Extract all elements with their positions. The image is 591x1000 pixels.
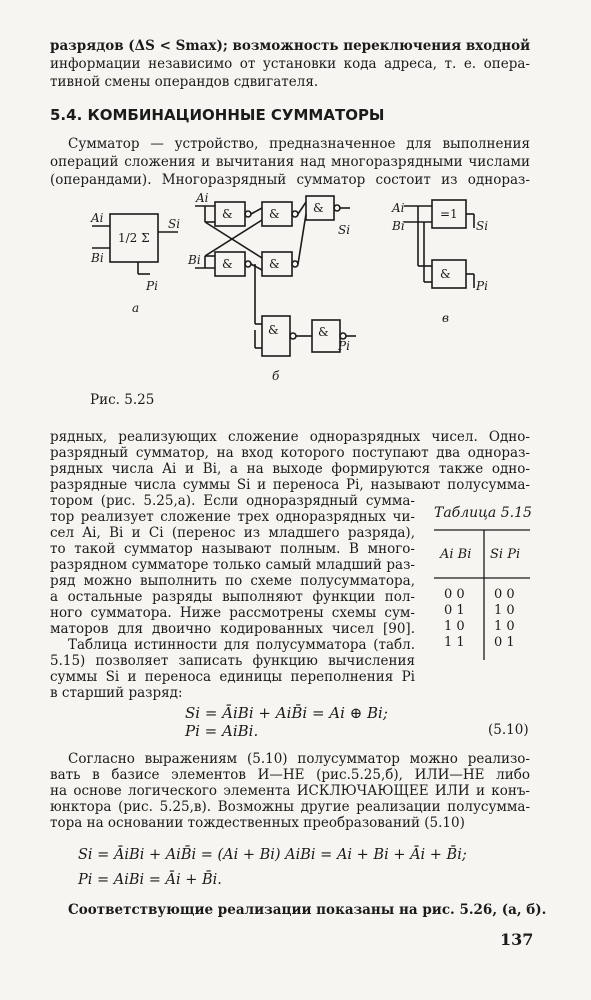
svg-text:Ai: Ai bbox=[392, 201, 405, 215]
text-line: Сумматор — устройство, предназначенное для выполнения bbox=[68, 136, 530, 152]
svg-text:Si: Si bbox=[168, 217, 181, 231]
text-line: то такой сумматор называют полным. В много- bbox=[50, 541, 415, 557]
text-line: маторов для двоично кодированных чисел [90]. bbox=[50, 621, 415, 637]
text-line: тора на основании тождественных преобразований (5.10) bbox=[50, 815, 465, 831]
svg-text:&: & bbox=[222, 257, 233, 271]
table-title: Таблица 5.15 bbox=[434, 505, 532, 521]
text-line: информации независимо от установки кода адреса, т. е. опера- bbox=[50, 56, 530, 72]
svg-text:&: & bbox=[440, 267, 451, 281]
svg-text:Bi: Bi bbox=[91, 251, 104, 265]
figure-5-25 bbox=[0, 190, 591, 390]
figure-caption: Рис. 5.25 bbox=[90, 392, 155, 408]
svg-text:0 1: 0 1 bbox=[494, 635, 515, 650]
svg-text:Ai Bi: Ai Bi bbox=[440, 547, 472, 562]
svg-text:1 0: 1 0 bbox=[494, 619, 515, 634]
truth-table bbox=[432, 528, 532, 668]
text-line: операций сложения и вычитания над многоразрядными числами bbox=[50, 154, 530, 170]
text-line: Согласно выражениям (5.10) полусумматор можно реализо- bbox=[68, 751, 530, 767]
text-line: разрядные числа суммы Si и переноса Pi, называют полусумма- bbox=[50, 477, 530, 493]
text-line: 5.15) позволяет записать функцию вычисления bbox=[50, 653, 415, 669]
svg-text:&: & bbox=[269, 207, 280, 221]
svg-text:Bi: Bi bbox=[392, 219, 405, 233]
equation-carry-transformed: Pi = AiBi = Āi + B̄i. bbox=[78, 872, 222, 888]
svg-text:&: & bbox=[318, 325, 329, 339]
svg-text:Pi: Pi bbox=[338, 339, 350, 353]
svg-text:Ai: Ai bbox=[91, 211, 104, 225]
text-line: в старший разряд: bbox=[50, 685, 183, 701]
svg-text:Pi: Pi bbox=[146, 279, 158, 293]
svg-text:1/2 Σ: 1/2 Σ bbox=[118, 231, 150, 245]
equation-sum: Si = ĀiBi + AiB̄i = Ai ⊕ Bi; bbox=[185, 704, 388, 722]
text-line: тивной смены операндов сдвигателя. bbox=[50, 74, 319, 90]
svg-text:Bi: Bi bbox=[188, 253, 201, 267]
svg-text:Si Pi: Si Pi bbox=[490, 547, 521, 562]
equation-sum-transformed: Si = ĀiBi + AiB̄i = (Ai + Bi) AiBi = Ai + Bi + Āi + B̄i; bbox=[78, 847, 467, 863]
svg-text:&: & bbox=[222, 207, 233, 221]
svg-text:Si: Si bbox=[338, 223, 351, 237]
svg-text:=1: =1 bbox=[440, 207, 458, 221]
text-line: суммы Si и переноса единицы переполнения Pi bbox=[50, 669, 415, 685]
text-line: вать в базисе элементов И—НЕ (рис.5.25,б), ИЛИ—НЕ либо bbox=[50, 767, 530, 783]
text-line: тором (рис. 5.25,а). Если одноразрядный сумма- bbox=[50, 493, 415, 509]
text-line: юнктора (рис. 5.25,в). Возможны другие реализации полусумма- bbox=[50, 799, 530, 815]
text-line: сел Ai, Bi и Ci (перенос из младшего разряда), bbox=[50, 525, 415, 541]
svg-text:0 1: 0 1 bbox=[444, 603, 465, 618]
svg-text:0 0: 0 0 bbox=[494, 587, 515, 602]
text-line: рядных, реализующих сложение одноразрядных чисел. Одно- bbox=[50, 429, 530, 445]
equation-number: (5.10) bbox=[488, 722, 529, 738]
text-line: ного сумматора. Ниже рассмотрены схемы сум- bbox=[50, 605, 415, 621]
svg-text:Si: Si bbox=[476, 219, 489, 233]
text-line: тор реализует сложение трех одноразрядных чи- bbox=[50, 509, 415, 525]
svg-text:1 0: 1 0 bbox=[444, 619, 465, 634]
page-number: 137 bbox=[500, 930, 534, 949]
svg-text:1 1: 1 1 bbox=[444, 635, 465, 650]
svg-text:Pi: Pi bbox=[476, 279, 488, 293]
text-line: рядных числа Ai и Bi, а на выходе формируются также одно- bbox=[50, 461, 530, 477]
text-line: разрядов (ΔS < Smax); возможность переключения входной bbox=[50, 38, 531, 54]
text-line: ряд можно выполнить по схеме полусумматора, bbox=[50, 573, 415, 589]
svg-text:а: а bbox=[132, 301, 140, 315]
section-heading: 5.4. КОМБИНАЦИОННЫЕ СУММАТОРЫ bbox=[50, 106, 385, 124]
equation-carry: Pi = AiBi. bbox=[185, 722, 259, 740]
text-line: Соответствующие реализации показаны на рис. 5.26, (а, б). bbox=[68, 902, 547, 918]
text-line: (операндами). Многоразрядный сумматор состоит из однораз- bbox=[50, 172, 530, 188]
svg-text:1 0: 1 0 bbox=[494, 603, 515, 618]
svg-text:&: & bbox=[268, 323, 279, 337]
text-line: а остальные разряды выполняют функции пол- bbox=[50, 589, 415, 605]
text-line: Таблица истинности для полусумматора (табл. bbox=[68, 637, 415, 653]
svg-text:&: & bbox=[269, 257, 280, 271]
svg-text:Ai: Ai bbox=[196, 191, 209, 205]
text-line: разрядный сумматор, на вход которого поступают два однораз- bbox=[50, 445, 530, 461]
svg-text:0 0: 0 0 bbox=[444, 587, 465, 602]
svg-text:б: б bbox=[272, 369, 280, 383]
svg-text:в: в bbox=[442, 311, 449, 325]
text-line: разрядном сумматоре только самый младший раз- bbox=[50, 557, 415, 573]
svg-text:&: & bbox=[313, 201, 324, 215]
text-line: на основе логического элемента ИСКЛЮЧАЮЩЕЕ ИЛИ и конъ- bbox=[50, 783, 530, 799]
